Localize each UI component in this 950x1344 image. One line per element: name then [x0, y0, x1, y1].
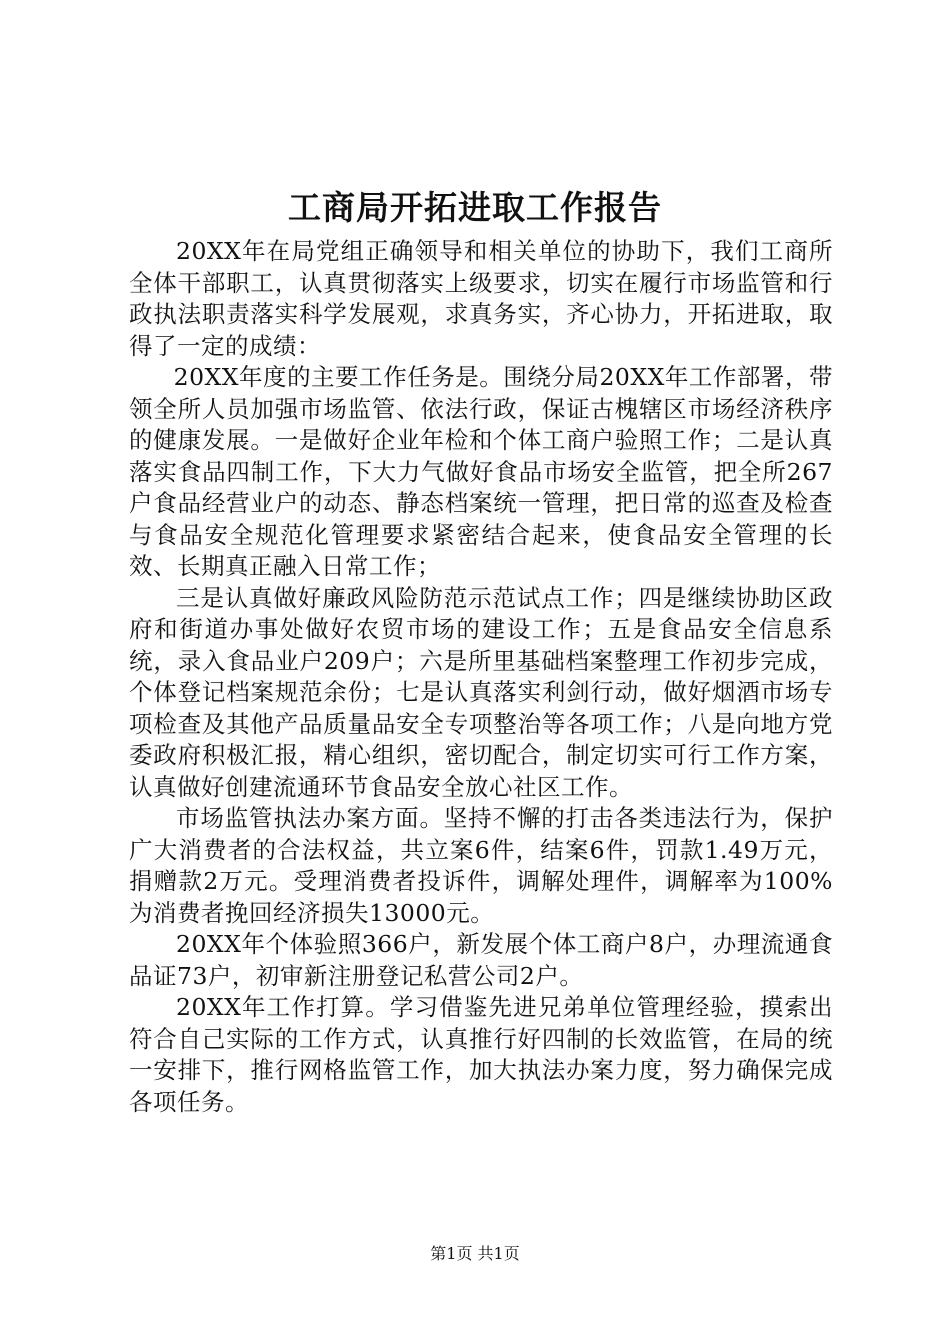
paragraph-intro: 20XX年在局党组正确领导和相关单位的协助下，我们工商所全体干部职工，认真贯彻落实上级要求，切实在履行市场监管和行政执法职责落实科学发展观，求真务实，齐心协力，开拓进取，取得了一定的成绩：	[129, 237, 833, 360]
document-title: 工商局开拓进取工作报告	[288, 188, 662, 227]
paragraph-main-tasks: 20XX年度的主要工作任务是。围绕分局20XX年工作部署，带领全所人员加强市场监管、依法行政，保证古槐辖区市场经济秩序的健康发展。一是做好企业年检和个体工商户验照工作；二是认真落实食品四制工作，下大力气做好食品市场安全监管，把全所267户食品经营业户的动态、静态档案统一管理，把日常的巡查及检查与食品安全规范化管理要求紧密结合起来，使食品安全管理的长效、长期真正融入日常工作；	[129, 363, 833, 580]
paragraph-enforcement: 市场监管执法办案方面。坚持不懈的打击各类违法行为，保护广大消费者的合法权益，共立案6件，结案6件，罚款1.49万元，捐赠款2万元。受理消费者投诉件，调解处理件，调解率为100%为消费者挽回经济损失13000元。	[129, 804, 833, 927]
paragraph-registration: 20XX年个体验照366户，新发展个体工商户8户，办理流通食品证73户，初审新注册登记私营公司2户。	[129, 930, 833, 990]
paragraph-plan: 20XX年工作打算。学习借鉴先进兄弟单位管理经验，摸索出符合自己实际的工作方式，认真推行好四制的长效监管，在局的统一安排下，推行网格监管工作，加大执法办案力度，努力确保完成各项任务。	[129, 993, 833, 1116]
paragraph-tasks-continued: 三是认真做好廉政风险防范示范试点工作；四是继续协助区政府和街道办事处做好农贸市场的建设工作；五是食品安全信息系统，录入食品业户209户；六是所里基础档案整理工作初步完成，个体登记档案规范余份；七是认真落实利剑行动，做好烟酒市场专项检查及其他产品质量品安全专项整治等各项工作；八是向地方党委政府积极汇报，精心组织，密切配合，制定切实可行工作方案，认真做好创建流通环节食品安全放心社区工作。	[129, 583, 833, 801]
page-footer: 第1页 共1页	[430, 1244, 520, 1263]
document-body	[129, 236, 833, 1118]
